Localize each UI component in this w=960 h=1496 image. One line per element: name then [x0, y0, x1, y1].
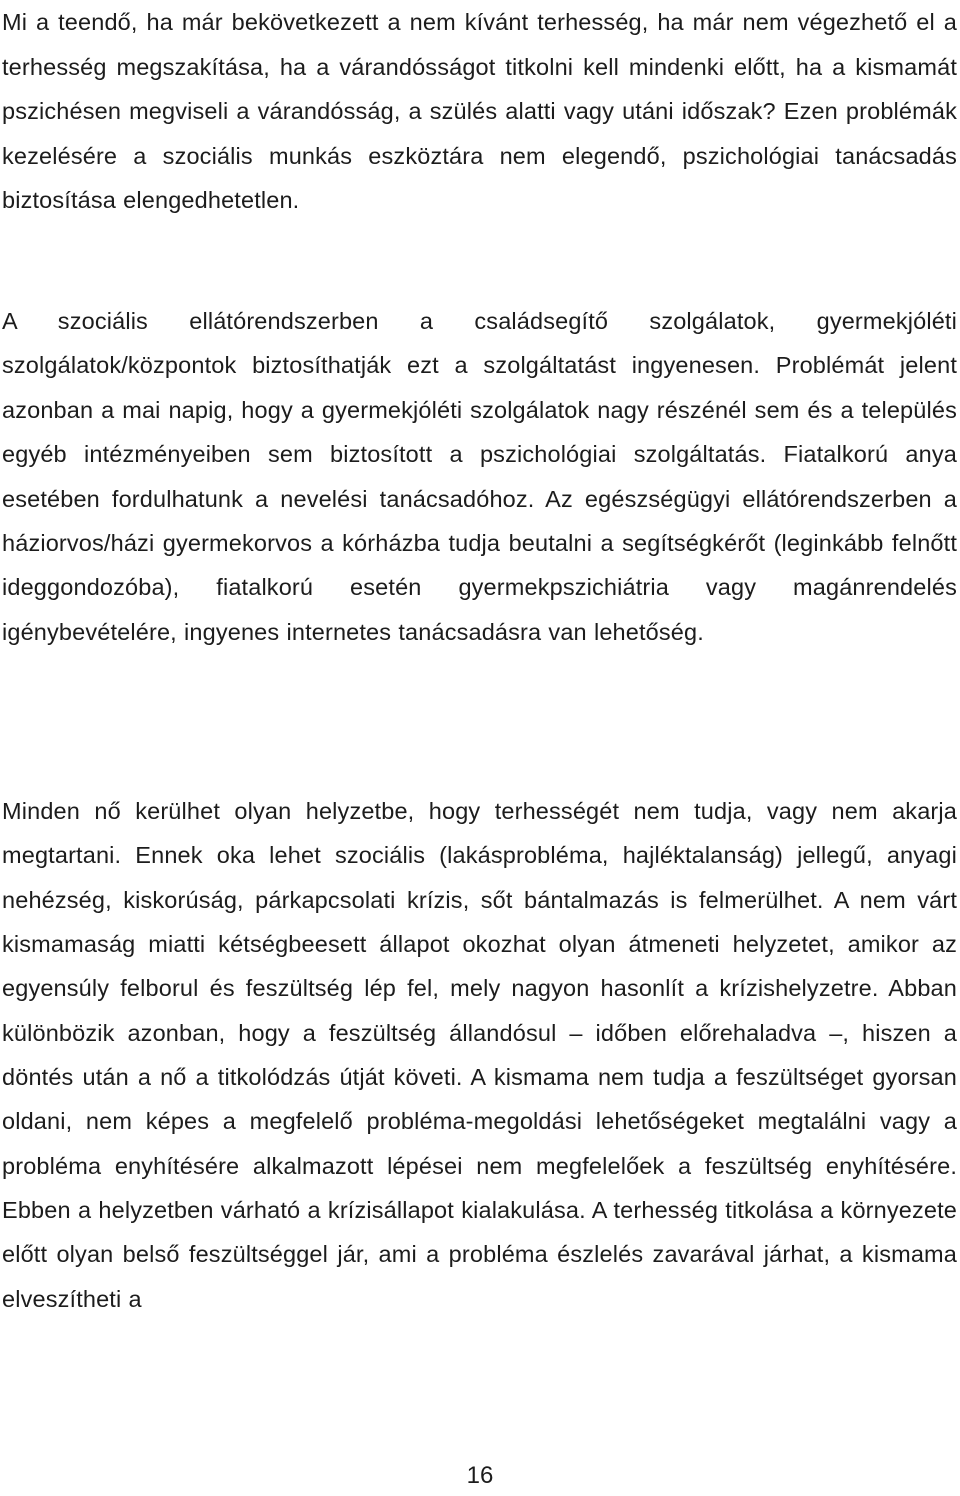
paragraph-3: Minden nő kerülhet olyan helyzetbe, hogy terhességét nem tudja, vagy nem akarja megtartani. Ennek oka lehet szociális (lakásprobléma, hajléktalanság) jellegű, anyagi nehézség, kiskorúság, párkapcsolati krízis, sőt bántalmazás is felmerülhet. A nem várt kismamaság miatti kétségbeesett állapot okozhat olyan átmeneti helyzetet, amikor az egyensúly felborul és feszültség lép fel, mely nagyon hasonlít a krízishelyzetre. Abban különbözik azonban, hogy a feszültség állandósul – időben előrehaladva –, hiszen a döntés után a nő a titkolódzás útját követi. A kismama nem tudja a feszültséget gyorsan oldani, nem képes a megfelelő probléma-megoldási lehetőségeket megtalálni vagy a probléma enyhítésére alkalmazott lépései nem megfelelőek a feszültség enyhítésére. Ebben a helyzetben várható a krízisállapot kialakulása. A terhesség titkolása a környezete előtt olyan belső feszültséggel jár, ami a probléma észlelés zavarával járhat, a kismama elveszítheti a	[2, 798, 957, 1312]
paragraph-2: A szociális ellátórendszerben a családsegítő szolgálatok, gyermekjóléti szolgálatok/központok biztosíthatják ezt a szolgáltatást ingyenesen. Problémát jelent azonban a mai napig, hogy a gyermekjóléti szolgálatok nagy részénél sem és a település egyéb intézményeiben sem biztosított a pszichológiai szolgáltatás. Fiatalkorú anya esetében fordulhatunk a nevelési tanácsadóhoz. Az egészségügyi ellátórendszerben a háziorvos/házi gyermekorvos a kórházba tudja beutalni a segítségkérőt (leginkább felnőtt ideggondozóba), fiatalkorú esetén gyermekpszichiátria vagy magánrendelés igénybevételére, ingyenes internetes tanácsadásra van lehetőség.	[2, 308, 957, 645]
paragraph-1: Mi a teendő, ha már bekövetkezett a nem kívánt terhesség, ha már nem végezhető el a terhesség megszakítása, ha a várandósságot titkolni kell mindenki előtt, ha a kismamát pszichésen megviseli a várandósság, a szülés alatti vagy utáni időszak? Ezen problémák kezelésére a szociális munkás eszköztára nem elegendő, pszichológiai tanácsadás biztosítása elengedhetetlen.	[2, 9, 957, 213]
page-number: 16	[466, 1462, 494, 1489]
